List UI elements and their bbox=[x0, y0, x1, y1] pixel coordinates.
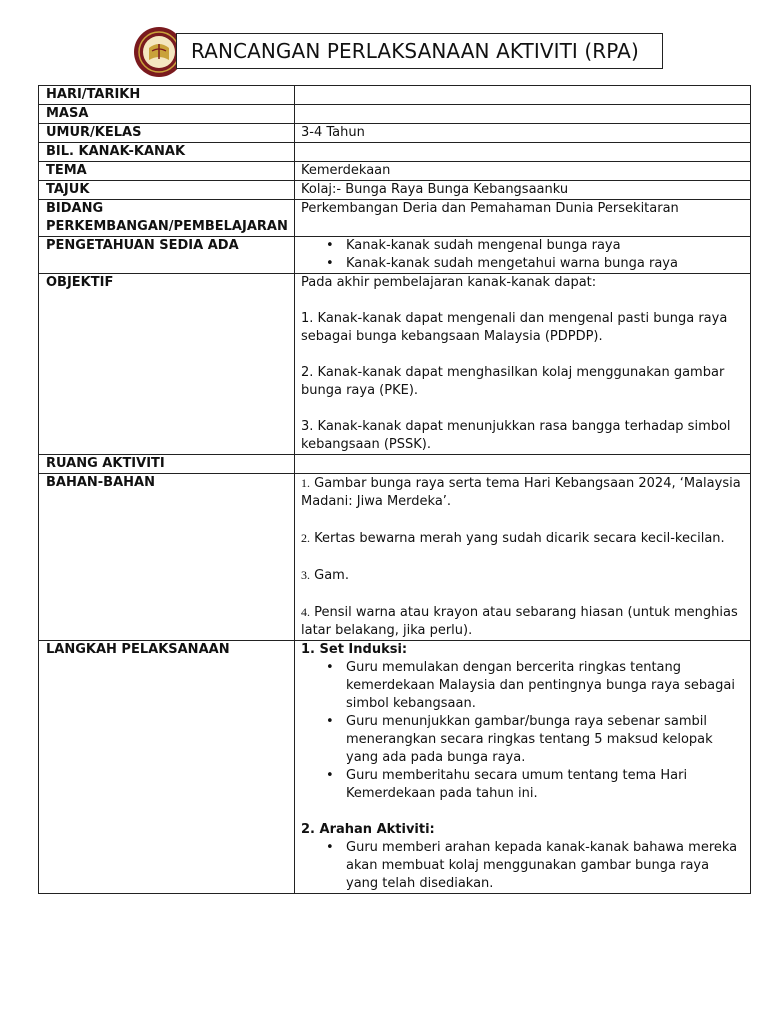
list-item: • Kanak-kanak sudah mengetahui warna bunga raya bbox=[346, 255, 744, 273]
label-bidang bbox=[39, 200, 295, 237]
value-bahan bbox=[295, 474, 751, 641]
objektif-item: 3. Kanak-kanak dapat menunjukkan rasa bangga terhadap simbol kebangsaan (PSSK). bbox=[301, 419, 731, 452]
value-tema: Kemerdekaan bbox=[295, 162, 751, 181]
value-hari-tarikh[interactable] bbox=[295, 86, 751, 105]
langkah-list bbox=[301, 839, 744, 893]
value-objektif bbox=[295, 274, 751, 455]
label-umur-kelas: UMUR/KELAS bbox=[39, 124, 295, 143]
objektif-intro: Pada akhir pembelajaran kanak-kanak dapat: bbox=[301, 275, 597, 290]
label-objektif: OBJEKTIF bbox=[39, 274, 295, 455]
value-ruang[interactable] bbox=[295, 455, 751, 474]
label-langkah: LANGKAH PELAKSANAAN bbox=[39, 641, 295, 894]
bahan-item: 1. Gambar bunga raya serta tema Hari Kebangsaan 2024, ‘Malaysia Madani: Jiwa Merdeka’. bbox=[301, 476, 741, 509]
objektif-item: 2. Kanak-kanak dapat menghasilkan kolaj menggunakan gambar bunga raya (PKE). bbox=[301, 365, 725, 398]
label-pengetahuan: PENGETAHUAN SEDIA ADA bbox=[39, 237, 295, 274]
value-tajuk: Kolaj:- Bunga Raya Bunga Kebangsaanku bbox=[295, 181, 751, 200]
label-tajuk: TAJUK bbox=[39, 181, 295, 200]
label-bahan: BAHAN-BAHAN bbox=[39, 474, 295, 641]
row-bahan bbox=[39, 474, 751, 641]
document-title: RANCANGAN PERLAKSANAAN AKTIVITI (RPA) bbox=[176, 33, 663, 69]
bahan-item: 4. Pensil warna atau krayon atau sebarang hiasan (untuk menghias latar belakang, jika perlu). bbox=[301, 605, 738, 638]
row-bil-kanak bbox=[39, 143, 751, 162]
value-langkah bbox=[295, 641, 751, 894]
row-bidang bbox=[39, 200, 751, 237]
list-item: • Guru memulakan dengan bercerita ringkas tentang kemerdekaan Malaysia dan pentingnya bunga raya sebagai simbol kebangsaan. bbox=[346, 659, 744, 713]
value-umur-kelas: 3-4 Tahun bbox=[295, 124, 751, 143]
bahan-item: 2. Kertas bewarna merah yang sudah dicarik secara kecil-kecilan. bbox=[301, 531, 725, 546]
value-pengetahuan bbox=[295, 237, 751, 274]
list-item: • Guru memberi arahan kepada kanak-kanak bahawa mereka akan membuat kolaj menggunakan gambar bunga raya yang telah disediakan. bbox=[346, 839, 744, 893]
list-item: • Guru memberitahu secara umum tentang tema Hari Kemerdekaan pada tahun ini. bbox=[346, 767, 744, 803]
value-bidang: Perkembangan Deria dan Pemahaman Dunia Persekitaran bbox=[295, 200, 751, 237]
list-item: • Kanak-kanak sudah mengenal bunga raya bbox=[346, 237, 744, 255]
row-tema bbox=[39, 162, 751, 181]
langkah-list bbox=[301, 659, 744, 803]
bahan-item: 3. Gam. bbox=[301, 568, 349, 583]
row-ruang bbox=[39, 455, 751, 474]
label-ruang: RUANG AKTIVITI bbox=[39, 455, 295, 474]
value-bil-kanak[interactable] bbox=[295, 143, 751, 162]
row-langkah bbox=[39, 641, 751, 894]
label-bidang-line1: BIDANG bbox=[46, 201, 104, 216]
pengetahuan-list bbox=[301, 237, 744, 273]
list-item: • Guru menunjukkan gambar/bunga raya sebenar sambil menerangkan secara ringkas tentang 5 maksud kelopak yang ada pada bunga raya. bbox=[346, 713, 744, 767]
value-masa[interactable] bbox=[295, 105, 751, 124]
label-masa: MASA bbox=[39, 105, 295, 124]
objektif-item: 1. Kanak-kanak dapat mengenali dan mengenal pasti bunga raya sebagai bunga kebangsaan Malaysia (PDPDP). bbox=[301, 311, 728, 344]
row-masa bbox=[39, 105, 751, 124]
row-umur-kelas bbox=[39, 124, 751, 143]
langkah-section-heading: 2. Arahan Aktiviti: bbox=[301, 822, 435, 837]
row-objektif bbox=[39, 274, 751, 455]
label-tema: TEMA bbox=[39, 162, 295, 181]
row-pengetahuan bbox=[39, 237, 751, 274]
rpa-table bbox=[38, 85, 751, 894]
row-hari-tarikh bbox=[39, 86, 751, 105]
label-bidang-line2: PERKEMBANGAN/PEMBELAJARAN bbox=[46, 219, 288, 234]
label-hari-tarikh: HARI/TARIKH bbox=[39, 86, 295, 105]
label-bil-kanak: BIL. KANAK-KANAK bbox=[39, 143, 295, 162]
langkah-section-heading: 1. Set Induksi: bbox=[301, 642, 408, 657]
row-tajuk bbox=[39, 181, 751, 200]
